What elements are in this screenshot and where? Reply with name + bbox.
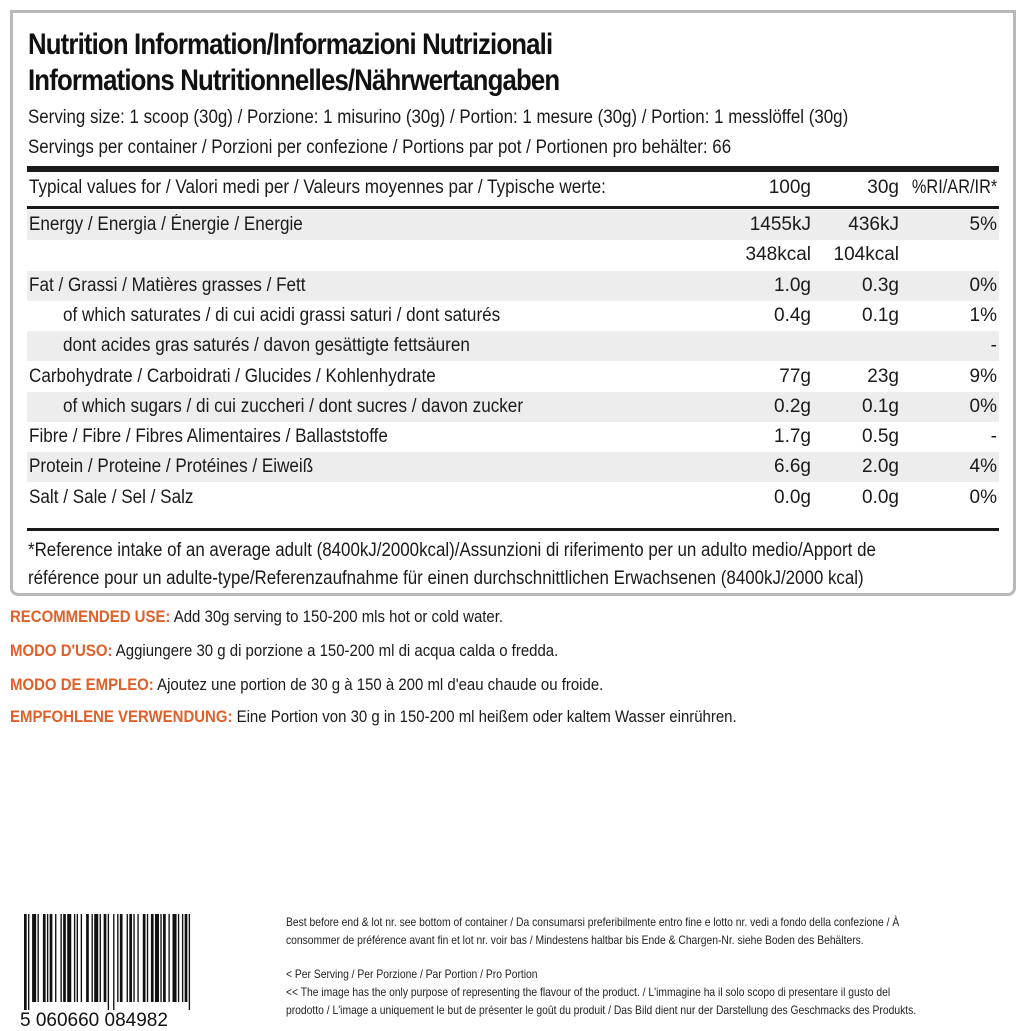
fine-print-line-4: << The image has the only purpose of representing the flavour of the product. / L'immagine ha il solo scopo di presentare il gusto del (286, 985, 891, 999)
barcode-bar (160, 914, 161, 1002)
value-ri: - (990, 335, 997, 357)
usage-label-fr: MODO DE EMPLEO: (10, 675, 154, 694)
nutrient-label: of which saturates / di cui acidi grassi saturi / dont saturés (63, 304, 501, 326)
barcode-bar (74, 914, 75, 1002)
barcode-bar (185, 914, 188, 1002)
header-col-30g: 30g (867, 177, 899, 198)
barcode-bar (81, 914, 82, 1002)
table-row (27, 483, 999, 513)
barcode-bar (32, 914, 36, 1002)
barcode-bar (63, 914, 66, 1002)
usage-label-de: EMPFOHLENE VERWENDUNG: (10, 707, 233, 726)
barcode-bar (137, 914, 138, 1002)
nutrient-label: of which sugars / di cui zuccheri / dont sucres / davon zucker (63, 395, 524, 417)
table-row (27, 240, 999, 270)
value-per-100g: 77g (779, 365, 811, 387)
value-per-30g: 0.1g (862, 304, 899, 326)
header-col-ri: %RI/AR/IR* (911, 177, 997, 198)
nutrient-label: Salt / Sale / Sel / Salz (29, 486, 194, 508)
barcode-bar (92, 914, 93, 1002)
serving-size: Serving size: 1 scoop (30g) / Porzione: 1 misurino (30g) / Portion: 1 mesure (30g) / Portion: 1 messlöffel (30g) (28, 107, 849, 128)
barcode-bar (50, 914, 53, 1002)
value-ri: 9% (969, 365, 997, 387)
value-ri: 1% (969, 304, 997, 326)
value-ri: 0% (969, 395, 997, 417)
usage-label-it: MODO D'USO: (10, 641, 113, 660)
value-ri: 4% (969, 456, 997, 478)
table-row (27, 331, 999, 361)
barcode-bar (117, 914, 118, 1002)
nutrient-label: Fibre / Fibre / Fibres Alimentaires / Ballaststoffe (29, 426, 388, 448)
table-row (27, 362, 999, 392)
value-per-100g: 1.7g (774, 426, 811, 448)
barcode-bar (163, 914, 166, 1002)
barcode-bar (43, 914, 46, 1002)
barcode-bar (104, 914, 107, 1002)
barcode-bar (127, 914, 128, 1002)
barcode-bar (151, 914, 154, 1002)
nutrient-label: Carbohydrate / Carboidrati / Glucides / Kohlenhydrate (29, 365, 436, 387)
value-ri: 0% (969, 486, 997, 508)
value-per-100g: 6.6g (774, 456, 811, 478)
table-row (27, 392, 999, 422)
barcode-bar (60, 914, 61, 1002)
usage-text-de: Eine Portion von 30 g in 150-200 ml heißem oder kaltem Wasser einrühren. (232, 707, 737, 726)
barcode-bar (55, 914, 56, 1002)
barcode (18, 914, 278, 1030)
fine-print-line-1: Best before end & lot nr. see bottom of container / Da consumarsi preferibilmente entro fine e lotto nr. vedi a fondo della confezione / À (286, 915, 900, 929)
footnote-line-2: référence pour un adulte-type/Referenzaufnahme für einen durchschnittlichen Erwachsenen (8400kJ/2000 kcal) (28, 568, 864, 589)
barcode-bar (28, 914, 29, 1010)
barcode-bar (38, 914, 39, 1002)
table-row (27, 210, 999, 240)
barcode-bar (120, 914, 123, 1002)
servings-per-container: Servings per container / Porzioni per confezione / Portions par pot / Portionen pro behälter: 66 (28, 137, 732, 158)
barcode-bar (47, 914, 48, 1002)
barcode-number: 5 060660 084982 (20, 1010, 168, 1030)
barcode-bar (155, 914, 159, 1002)
header-label: Typical values for / Valori medi per / Valeurs moyennes par / Typische werte: (29, 177, 606, 198)
footnote-line-1: *Reference intake of an average adult (8400kJ/2000kcal)/Assunzioni di riferimento per un adulto medio/Apport de (28, 540, 876, 561)
table-row (27, 301, 999, 331)
barcode-bar (94, 914, 98, 1002)
nutrient-label: Energy / Energia / Énergie / Energie (29, 214, 303, 235)
divider-thick (27, 166, 999, 172)
value-per-30g: 23g (867, 365, 899, 387)
barcode-bar (100, 914, 101, 1002)
table-header-row (27, 173, 999, 203)
title-line-2: Informations Nutritionnelles/Nährwertangaben (28, 64, 560, 97)
fine-print-line-3: < Per Serving / Per Porzione / Par Portion / Pro Portion (286, 967, 538, 981)
value-ri: - (990, 426, 997, 448)
nutrient-label: Protein / Proteine / Protéines / Eiweiß (29, 456, 314, 478)
value-per-30g: 0.5g (862, 426, 899, 448)
value-ri: 0% (969, 274, 997, 296)
table-row (27, 271, 999, 301)
barcode-bar (182, 914, 183, 1002)
title-line-1: Nutrition Information/Informazioni Nutrizionali (28, 28, 553, 61)
barcode-bar (129, 914, 132, 1002)
barcode-bar (173, 914, 177, 1002)
usage-german (10, 706, 737, 728)
divider-thin (27, 206, 999, 209)
usage-text-fr: Ajoutez une portion de 30 g à 150 à 200 ml d'eau chaude ou froide. (153, 675, 604, 694)
nutrient-label: Fat / Grassi / Matières grasses / Fett (29, 274, 306, 296)
divider-bottom (27, 528, 999, 531)
barcode-bar (24, 914, 27, 1010)
value-per-30g: 436kJ (848, 214, 899, 235)
nutrition-panel (10, 10, 1016, 596)
value-per-30g: 2.0g (862, 456, 899, 478)
value-per-30g: 0.0g (862, 486, 899, 508)
nutrient-label: dont acides gras saturés / davon gesättigte fettsäuren (63, 335, 470, 357)
fine-print-line-5: prodotto / L'image a uniquement le but de présenter le goût du produit / Das Bild dient nur der Darstellung des Geschmacks des Produkts. (286, 1003, 917, 1017)
barcode-bar (108, 914, 109, 1010)
value-per-100g: 0.4g (774, 304, 811, 326)
value-per-100g: 0.2g (774, 395, 811, 417)
table-row (27, 422, 999, 452)
barcode-bar (113, 914, 114, 1010)
value-per-100g: 1.0g (774, 274, 811, 296)
value-ri: 5% (969, 214, 997, 235)
barcode-bar (67, 914, 71, 1002)
usage-french (10, 674, 603, 696)
usage-text-en: Add 30g serving to 150-200 mls hot or cold water. (170, 607, 504, 626)
value-per-100g: 348kcal (745, 244, 811, 266)
barcode-bar (189, 914, 190, 1010)
usage-label-en: RECOMMENDED USE: (10, 607, 171, 626)
barcode-bar (178, 914, 179, 1002)
barcode-bar (133, 914, 134, 1002)
barcode-bar (77, 914, 78, 1002)
barcode-bar (168, 914, 169, 1002)
usage-italian (10, 640, 558, 662)
barcode-bar (86, 914, 89, 1002)
barcode-bar (147, 914, 148, 1002)
value-per-30g: 104kcal (833, 244, 899, 266)
table-row (27, 452, 999, 482)
value-per-100g: 1455kJ (749, 214, 811, 235)
header-col-100g: 100g (768, 177, 811, 198)
fine-print-line-2: consommer de préférence avant fin et lot nr. voir bas / Mindestens haltbar bis Ende & Chargen-Nr. siehe Boden des Behälters. (286, 933, 864, 947)
usage-english (10, 606, 503, 628)
value-per-100g: 0.0g (774, 486, 811, 508)
barcode-bars (24, 914, 190, 1010)
barcode-bar (143, 914, 146, 1002)
usage-text-it: Aggiungere 30 g di porzione a 150-200 ml di acqua calda o fredda. (112, 641, 559, 660)
value-per-30g: 0.1g (862, 395, 899, 417)
value-per-30g: 0.3g (862, 274, 899, 296)
